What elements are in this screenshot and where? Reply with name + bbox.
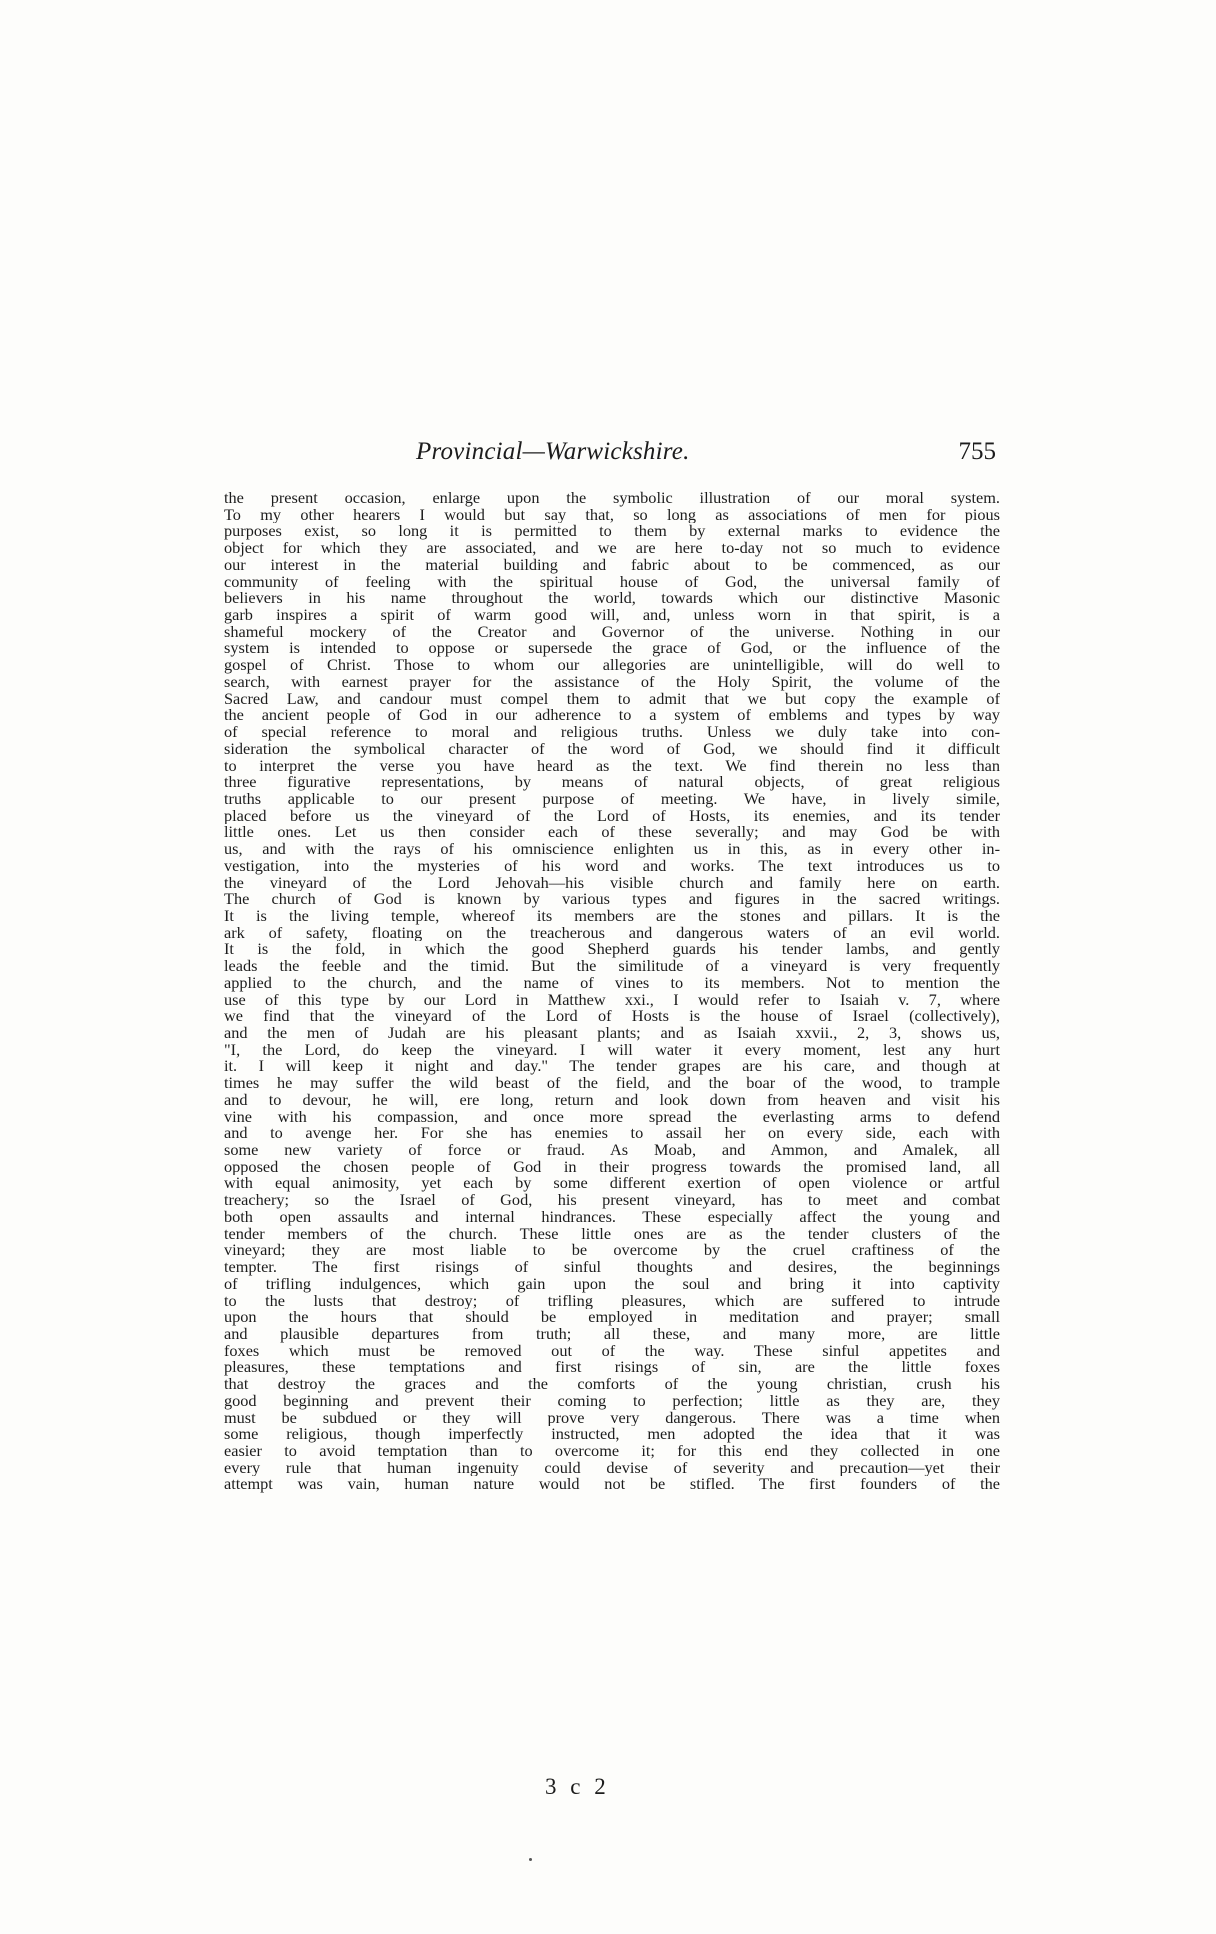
text-line: and to devour, he will, ere long, return and look down from heaven and visit his: [224, 1091, 1000, 1109]
text-line: It is the fold, in which the good Shepherd guards his tender lambs, and gently: [224, 941, 1000, 959]
text-line: us, and with the rays of his omniscience enlighten us in this, as in every other in-: [224, 841, 1000, 858]
text-line: times he may suffer the wild beast of the field, and the boar of the wood, to trample: [224, 1075, 1000, 1092]
text-line: we find that the vineyard of the Lord of Hosts is the house of Israel (collectively),: [224, 1008, 1000, 1025]
text-line: believers in his name throughout the world, towards which our distinctive Masonic: [224, 590, 1000, 608]
text-line: vineyard; they are most liable to be overcome by the cruel craftiness of the: [224, 1242, 1000, 1260]
text-line: little ones. Let us then consider each of these severally; and may God be with: [224, 824, 1000, 842]
text-line: "I, the Lord, do keep the vineyard. I will water it every moment, lest any hurt: [224, 1041, 1000, 1059]
page-header: [226, 438, 996, 478]
text-line: upon the hours that should be employed in meditation and prayer; small: [224, 1309, 1000, 1326]
text-line: and plausible departures from truth; all these, and many more, are little: [224, 1325, 1000, 1343]
text-line: and the men of Judah are his pleasant plants; and as Isaiah xxvii., 2, 3, shows us,: [224, 1025, 1000, 1042]
signature-mark: 3 c 2: [545, 1774, 610, 1799]
text-line: opposed the chosen people of God in their progress towards the promised land, all: [224, 1158, 1000, 1176]
text-line: the vineyard of the Lord Jehovah—his visible church and family here on earth.: [224, 874, 1000, 892]
text-line: must be subdued or they will prove very dangerous. There was a time when: [224, 1409, 1000, 1427]
body-text: [224, 490, 1000, 1493]
text-line: use of this type by our Lord in Matthew xxi., I would refer to Isaiah v. 7, where: [224, 991, 1000, 1009]
text-line: some religious, though imperfectly instructed, men adopted the idea that it was: [224, 1426, 1000, 1443]
text-line: placed before us the vineyard of the Lord of Hosts, its enemies, and its tender: [224, 807, 1000, 825]
text-line: to interpret the verse you have heard as the text. We find therein no less than: [224, 757, 1000, 775]
text-line: vine with his compassion, and once more spread the everlasting arms to defend: [224, 1108, 1000, 1126]
text-line: our interest in the material building and fabric about to be commenced, as our: [224, 556, 1000, 574]
text-line: the present occasion, enlarge upon the symbolic illustration of our moral system.: [224, 490, 1000, 507]
text-line: foxes which must be removed out of the way. These sinful appetites and: [224, 1342, 1000, 1360]
text-line: pleasures, these temptations and first risings of sin, are the little foxes: [224, 1359, 1000, 1377]
text-line: object for which they are associated, and we are here to-day not so much to evidence: [224, 540, 1000, 557]
text-line: tempter. The first risings of sinful thoughts and desires, the beginnings: [224, 1259, 1000, 1276]
text-line: garb inspires a spirit of warm good will, and, unless worn in that spirit, is a: [224, 607, 1000, 624]
text-line: The church of God is known by various types and figures in the sacred writings.: [224, 891, 1000, 908]
text-line: truths applicable to our present purpose of meeting. We have, in lively simile,: [224, 790, 1000, 808]
text-line: To my other hearers I would but say that, so long as associations of men for pious: [224, 506, 1000, 524]
text-line: gospel of Christ. Those to whom our allegories are unintelligible, will do well to: [224, 657, 1000, 674]
text-line: both open assaults and internal hindrances. These especially affect the young and: [224, 1208, 1000, 1226]
text-line: every rule that human ingenuity could devise of severity and precaution—yet their: [224, 1459, 1000, 1477]
page-number: 755: [958, 438, 996, 465]
text-line: attempt was vain, human nature would not be stifled. The first founders of the: [224, 1476, 1000, 1494]
text-line: and to avenge her. For she has enemies to assail her on every side, each with: [224, 1125, 1000, 1143]
text-line: vestigation, into the mysteries of his word and works. The text introduces us to: [224, 857, 1000, 875]
text-line: search, with earnest prayer for the assistance of the Holy Spirit, the volume of the: [224, 673, 1000, 691]
text-line: the ancient people of God in our adherence to a system of emblems and types by way: [224, 707, 1000, 725]
text-line: it. I will keep it night and day." The tender grapes are his care, and though at: [224, 1058, 1000, 1076]
text-line: system is intended to oppose or supersede the grace of God, or the influence of the: [224, 640, 1000, 658]
text-line: treachery; so the Israel of God, his present vineyard, has to meet and combat: [224, 1192, 1000, 1209]
text-line: sideration the symbolical character of the word of God, we should find it difficult: [224, 740, 1000, 758]
text-line: some new variety of force or fraud. As Moab, and Ammon, and Amalek, all: [224, 1142, 1000, 1159]
running-title: Provincial—Warwickshire.: [416, 438, 690, 465]
text-line: Sacred Law, and candour must compel them to admit that we but copy the example of: [224, 690, 1000, 708]
ink-speck: [529, 1858, 532, 1861]
text-line: leads the feeble and the timid. But the similitude of a vineyard is very frequently: [224, 958, 1000, 975]
text-line: of special reference to moral and religious truths. Unless we duly take into con-: [224, 724, 1000, 741]
text-line: purposes exist, so long it is permitted to them by external marks to evidence the: [224, 523, 1000, 541]
text-line: three figurative representations, by means of natural objects, of great religious: [224, 774, 1000, 791]
text-line: applied to the church, and the name of vines to its members. Not to mention the: [224, 974, 1000, 992]
text-line: of trifling indulgences, which gain upon the soul and bring it into captivity: [224, 1275, 1000, 1293]
text-line: tender members of the church. These little ones are as the tender clusters of the: [224, 1225, 1000, 1243]
text-line: ark of safety, floating on the treacherous and dangerous waters of an evil world.: [224, 924, 1000, 942]
text-line: easier to avoid temptation than to overcome it; for this end they collected in one: [224, 1442, 1000, 1460]
text-line: that destroy the graces and the comforts of the young christian, crush his: [224, 1376, 1000, 1393]
text-line: to the lusts that destroy; of trifling pleasures, which are suffered to intrude: [224, 1292, 1000, 1310]
text-line: good beginning and prevent their coming to perfection; little as they are, they: [224, 1392, 1000, 1410]
text-line: shameful mockery of the Creator and Governor of the universe. Nothing in our: [224, 623, 1000, 641]
text-line: community of feeling with the spiritual house of God, the universal family of: [224, 573, 1000, 591]
text-line: It is the living temple, whereof its members are the stones and pillars. It is the: [224, 907, 1000, 925]
text-line: with equal animosity, yet each by some different exertion of open violence or artful: [224, 1175, 1000, 1193]
